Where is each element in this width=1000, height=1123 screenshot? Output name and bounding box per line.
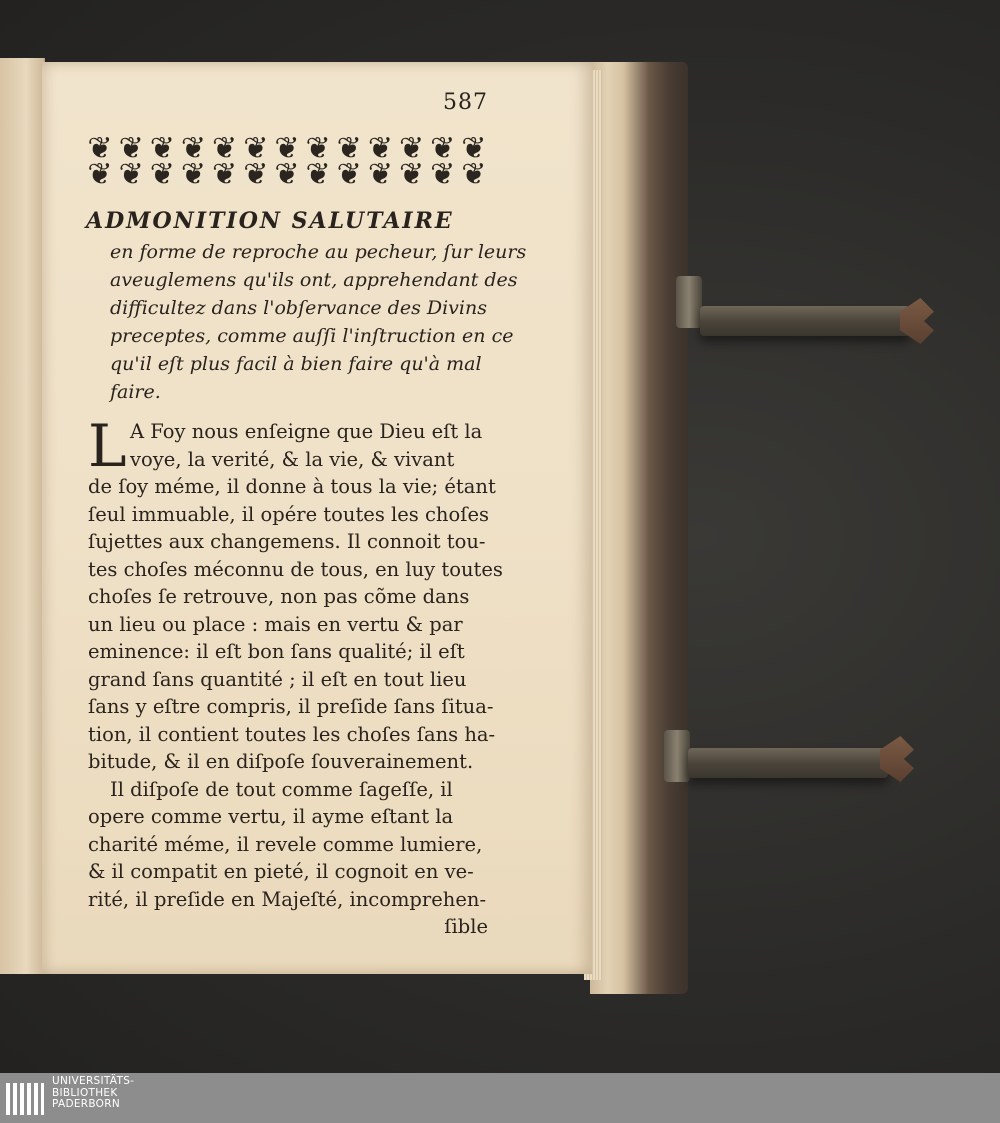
fleuron-icon: ❦ ❦ xyxy=(398,131,425,192)
fleuron-icon: ❦ ❦ xyxy=(212,131,238,192)
subtitle-line: qu'il eſt plus facil à bien faire qu'à mal xyxy=(110,353,482,375)
subtitle-line: faire. xyxy=(110,381,161,403)
text-line: ſeul immuable, il opére toutes les choſes xyxy=(88,502,489,526)
text-line: tion, il contient toutes les choſes ſans ha- xyxy=(88,722,496,746)
drop-capital: L xyxy=(88,412,127,480)
fleuron-icon: ❦ ❦ xyxy=(305,131,331,192)
text-line: ſans y eſtre compris, il preſide ſans ſitua- xyxy=(88,695,494,718)
text-line: de ſoy méme, il donne à tous la vie; étant xyxy=(88,475,496,498)
text-line: rité, il preſide en Majeſté, incomprehen- xyxy=(88,887,487,911)
text-line: voye, la verité, & la vie, & vivant xyxy=(130,447,455,471)
university-library-logo-icon xyxy=(4,1077,46,1119)
subtitle-line: preceptes, comme auſſi l'inſtruction en ce xyxy=(110,325,514,347)
fleuron-icon: ❦ ❦ xyxy=(461,131,487,192)
text-line: A Foy nous enſeigne que Dieu eſt la xyxy=(130,420,483,443)
text-line: choſes ſe retrouve, non pas cõme dans xyxy=(88,585,470,608)
body-text xyxy=(88,412,503,941)
book-cover-edge xyxy=(590,62,688,994)
section-subtitle xyxy=(110,238,527,406)
text-line: & il compatit en pieté, il cognoit en ve- xyxy=(88,860,474,883)
section-title: ADMONITION SALUTAIRE xyxy=(86,208,454,234)
text-line: Il diſpoſe de tout comme ſageſſe, il xyxy=(110,777,453,801)
fleuron-icon: ❦ ❦ xyxy=(118,131,144,192)
text-line: grand ſans quantité ; il eſt en tout lieu xyxy=(88,667,467,691)
text-line: tes choſes méconnu de tous, en luy toutes xyxy=(88,557,503,581)
subtitle-line: difficultez dans l'obſervance des Divins xyxy=(110,297,487,319)
fleuron-icon: ❦ ❦ xyxy=(430,131,456,192)
ornamental-headpiece xyxy=(86,131,488,192)
fleuron-icon: ❦ ❦ xyxy=(336,131,362,192)
fleuron-icon: ❦ ❦ xyxy=(149,131,175,192)
fleuron-icon: ❦ ❦ xyxy=(274,131,300,192)
text-line: opere comme vertu, il ayme eſtant la xyxy=(88,805,454,828)
library-footer xyxy=(0,1073,1000,1123)
text-line: un lieu ou place : mais en vertu & par xyxy=(88,612,463,636)
text-line: charité méme, il revele comme lumiere, xyxy=(88,832,483,856)
fleuron-icon: ❦ ❦ xyxy=(243,131,269,192)
fleuron-icon: ❦ ❦ xyxy=(180,131,207,192)
lower-clasp xyxy=(688,748,888,778)
text-line: eminence: il eſt bon ſans qualité; il eſt xyxy=(88,640,465,663)
text-line: ſujettes aux changemens. Il connoit tou- xyxy=(88,530,486,553)
fleuron-icon: ❦ ❦ xyxy=(87,131,113,192)
library-name-line: UNIVERSITÄTS- xyxy=(52,1075,135,1087)
library-name-line: PADERBORN xyxy=(52,1098,120,1110)
library-name xyxy=(52,1076,134,1111)
book-page xyxy=(42,62,592,974)
subtitle-line: en forme de reproche au pecheur, ſur leurs xyxy=(110,241,527,263)
page-number: 587 xyxy=(443,90,488,115)
text-line: bitude, & il en diſpoſe ſouverainement. xyxy=(88,750,474,773)
catchword: ſible xyxy=(444,915,488,938)
library-name-line: BIBLIOTHEK xyxy=(52,1086,118,1099)
lower-clasp-hinge xyxy=(664,730,690,782)
previous-page-edge xyxy=(0,58,45,974)
subtitle-line: aveuglemens qu'ils ont, apprehendant des xyxy=(110,269,518,291)
fleuron-icon: ❦ ❦ xyxy=(367,131,393,192)
upper-clasp-hinge xyxy=(676,276,702,328)
upper-clasp xyxy=(700,306,910,336)
